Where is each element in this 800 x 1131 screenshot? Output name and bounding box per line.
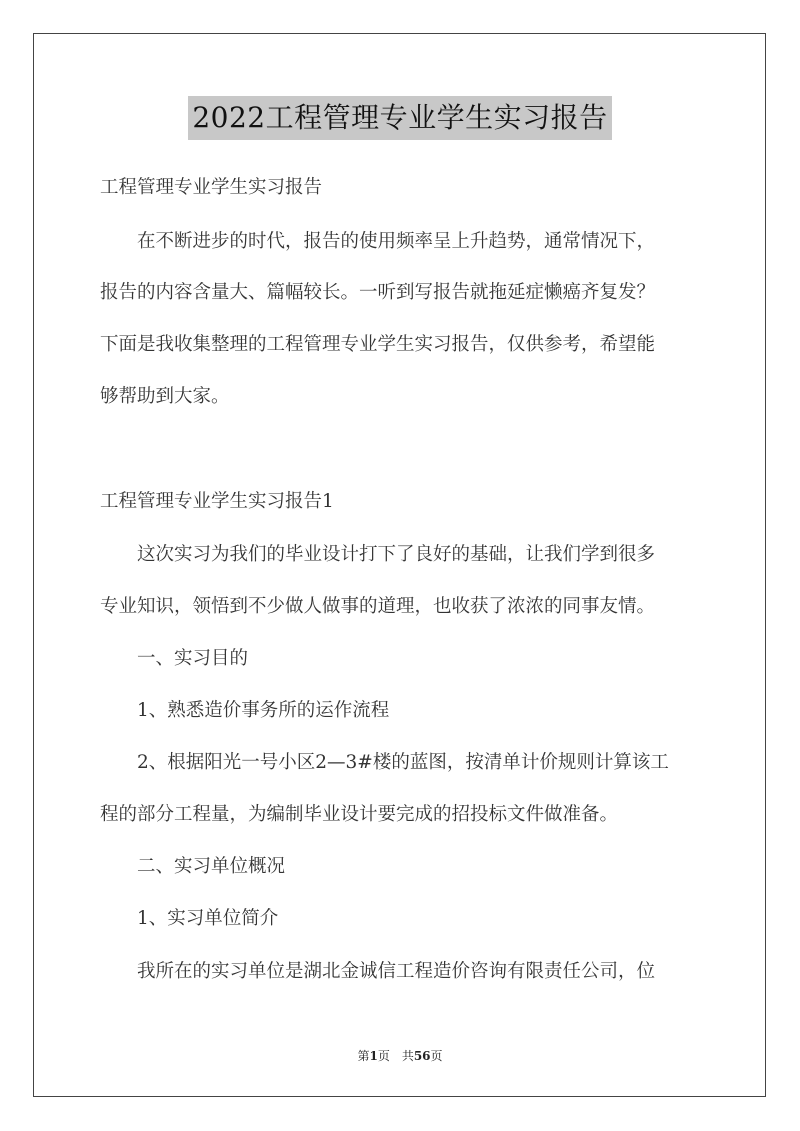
page-footer <box>0 1047 800 1064</box>
title-container <box>0 96 800 140</box>
list-heading: 二、实习单位概况 <box>137 856 286 877</box>
section-heading: 工程管理专业学生实习报告1 <box>100 491 334 512</box>
paragraph-line: 这次实习为我们的毕业设计打下了良好的基础，让我们学到很多 <box>137 544 656 565</box>
subtitle-line: 工程管理专业学生实习报告 <box>100 177 323 198</box>
paragraph-line: 报告的内容含量大、篇幅较长。一听到写报告就拖延症懒癌齐复发？ <box>100 282 656 303</box>
paragraph-line: 程的部分工程量，为编制毕业设计要完成的招投标文件做准备。 <box>100 804 619 825</box>
list-item: 2、根据阳光一号小区2—3#楼的蓝图，按清单计价规则计算该工 <box>137 752 669 773</box>
paragraph-line: 下面是我收集整理的工程管理专业学生实习报告，仅供参考，希望能 <box>100 334 656 355</box>
page-current: 1 <box>369 1049 378 1063</box>
list-item: 1、实习单位简介 <box>137 908 279 929</box>
page-mid: 页 共 <box>377 1049 414 1063</box>
paragraph-line: 够帮助到大家。 <box>100 386 230 407</box>
paragraph-line: 专业知识，领悟到不少做人做事的道理，也收获了浓浓的同事友情。 <box>100 596 656 617</box>
page-total: 56 <box>413 1049 431 1063</box>
paragraph-line: 我所在的实习单位是湖北金诚信工程造价咨询有限责任公司，位 <box>137 961 656 982</box>
list-item: 1、熟悉造价事务所的运作流程 <box>137 700 390 721</box>
document-title: 2022工程管理专业学生实习报告 <box>188 96 611 140</box>
page-suffix: 页 <box>430 1049 443 1063</box>
list-heading: 一、实习目的 <box>137 648 249 669</box>
paragraph-line: 在不断进步的时代，报告的使用频率呈上升趋势，通常情况下， <box>137 231 656 252</box>
page-prefix: 第 <box>357 1049 370 1063</box>
